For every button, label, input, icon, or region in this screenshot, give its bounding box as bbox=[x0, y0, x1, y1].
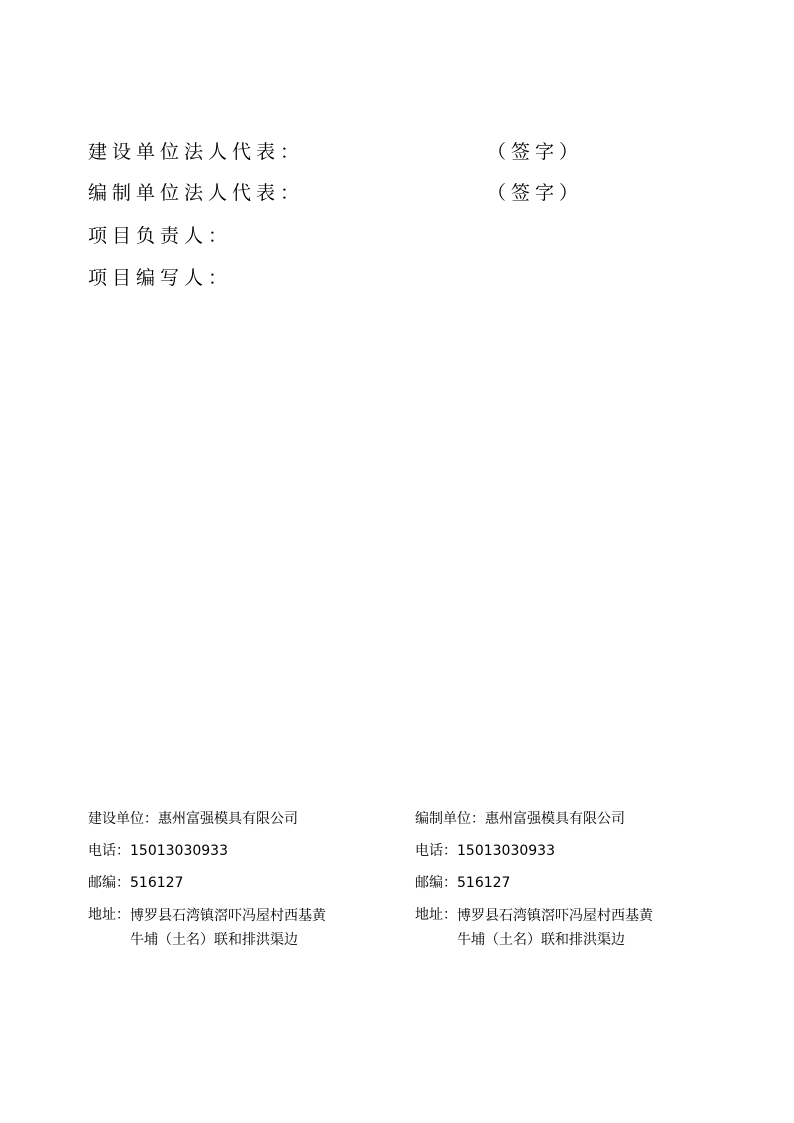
preparer-rep-label: 编制单位法人代表： bbox=[88, 182, 305, 204]
construction-postal: 516127 bbox=[130, 875, 184, 891]
preparer-postal-label: 邮编： bbox=[415, 875, 457, 891]
preparer-unit-name: 惠州富强模具有限公司 bbox=[485, 811, 625, 827]
preparer-address bbox=[457, 904, 682, 952]
preparer-postal: 516127 bbox=[457, 875, 511, 891]
preparer-phone: 15013030933 bbox=[457, 843, 555, 859]
sign-note-construction: （签字） bbox=[487, 141, 584, 163]
construction-address-line1: 博罗县石湾镇滘吓冯屋村西基黄 bbox=[130, 908, 326, 924]
preparer-unit-label: 编制单位： bbox=[415, 811, 485, 827]
construction-unit-info bbox=[88, 808, 388, 952]
preparer-address-line2: 牛埔（土名）联和排洪渠边 bbox=[457, 932, 625, 948]
construction-unit-name: 惠州富强模具有限公司 bbox=[158, 811, 298, 827]
construction-address-label: 地址： bbox=[88, 907, 130, 923]
preparer-address-line1: 博罗县石湾镇滘吓冯屋村西基黄 bbox=[457, 908, 653, 924]
construction-address bbox=[130, 904, 355, 952]
preparer-address-label: 地址： bbox=[415, 907, 457, 923]
preparer-phone-row bbox=[415, 840, 715, 872]
construction-postal-row bbox=[88, 872, 388, 904]
construction-phone-label: 电话： bbox=[88, 843, 130, 859]
project-writer-label: 项目编写人： bbox=[88, 267, 233, 289]
construction-unit-row bbox=[88, 808, 388, 840]
construction-unit-label: 建设单位： bbox=[88, 811, 158, 827]
preparer-phone-label: 电话： bbox=[415, 843, 457, 859]
sign-note-preparer: （签字） bbox=[487, 182, 584, 204]
construction-address-line2: 牛埔（土名）联和排洪渠边 bbox=[130, 932, 298, 948]
construction-rep-label: 建设单位法人代表： bbox=[88, 141, 305, 163]
construction-postal-label: 邮编： bbox=[88, 875, 130, 891]
construction-address-row bbox=[88, 904, 388, 952]
preparer-postal-row bbox=[415, 872, 715, 904]
project-lead-label: 项目负责人： bbox=[88, 225, 233, 247]
preparer-address-row bbox=[415, 904, 715, 952]
preparer-unit-row bbox=[415, 808, 715, 840]
preparer-unit-info bbox=[415, 808, 715, 952]
construction-phone: 15013030933 bbox=[130, 843, 228, 859]
construction-phone-row bbox=[88, 840, 388, 872]
